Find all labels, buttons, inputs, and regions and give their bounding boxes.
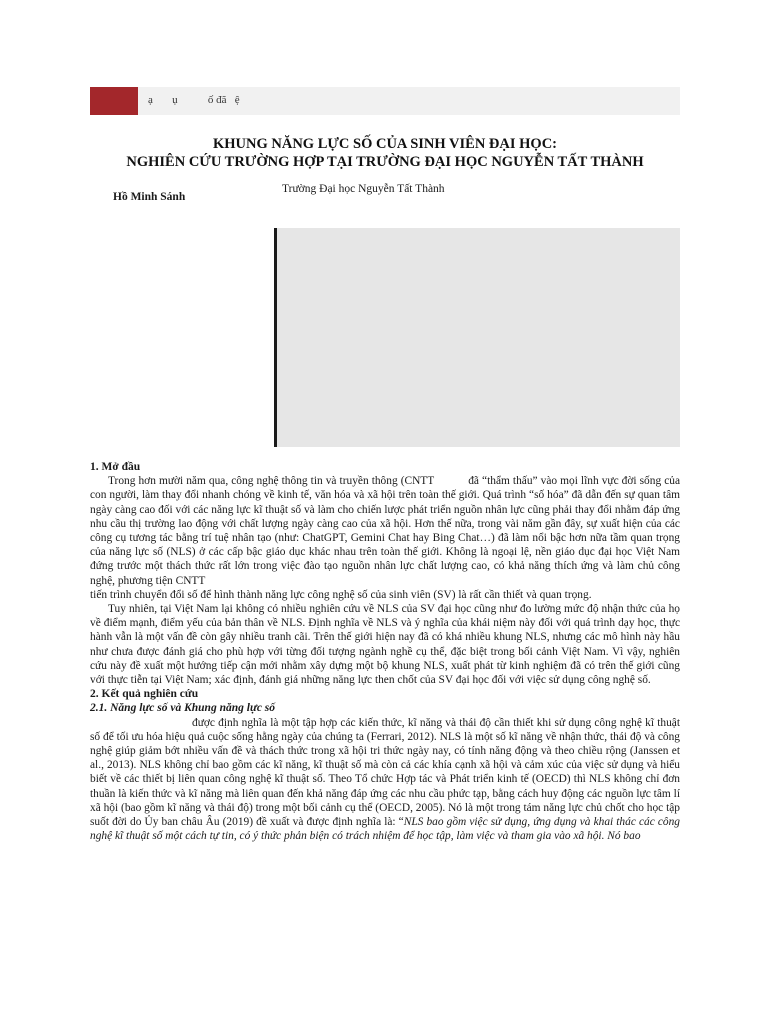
author-name: Hồ Minh Sánh <box>113 191 186 203</box>
abstract-box <box>274 228 680 447</box>
paragraph <box>90 474 680 602</box>
paper-title <box>90 135 680 171</box>
paragraph-text: đã “thẩm thấu” vào mọi lĩnh vực đời sống của con người, làm thay đổi nhanh chóng về kinh tế, văn hóa và xã hội trên toàn thế giới. Quá trình “số hóa” đã dẫn đến sự quan tâm ngày càng cao đối với các năng lực kĩ thuật số và làm cho chiến lược phát triển nguồn nhân lực cũng phải thay đổi nhằm đáp ứng nhu cầu thị trường lao động với chất lượng ngày càng cao của xã hội. Hơn thế nữa, trong vài năm gần đây, sự xuất hiện của các công cụ tương tác bằng trí tuệ nhân tạo (như: ChatGPT, Gemini Chat hay Bing Chat…) đã làm nổi bậc hơn nữa tầm quan trọng của năng lực số (NLS) ở các cấp bậc giáo dục khác nhau trên toàn thế giới. Không là ngoại lệ, nền giáo dục đại học Việt Nam đứng trước một thách thức rất lớn trong việc đào tạo nguồn nhân lực chất lượng cao, có khả năng thích ứng và làm chủ công nghệ, phương tiện CNTT <box>90 475 681 587</box>
paragraph-text: tiến trình chuyển đổi số để hình thành năng lực công nghệ số của sinh viên (SV) là rất cần thiết và quan trọng. <box>90 588 592 601</box>
author-affiliation: Trường Đại học Nguyễn Tất Thành <box>282 183 445 195</box>
title-line-1: KHUNG NĂNG LỰC SỐ CỦA SINH VIÊN ĐẠI HỌC: <box>212 136 557 152</box>
header-accent-block <box>90 87 138 115</box>
title-line-2: NGHIÊN CỨU TRƯỜNG HỢP TẠI TRƯỜNG ĐẠI HỌC NGUYỄN TẤT THÀNH <box>126 154 644 170</box>
quote-text: NLS bao gồm việc sử dụng, ứng dụng và khai thác các công nghệ kĩ thuật số một cách tự tin, có ý thức phản biện có trách nhiệm để học tập, làm việc và tham gia vào xã hội. Nó bao <box>90 816 680 843</box>
paragraph <box>90 716 680 844</box>
section-heading-results: 2. Kết quả nghiên cứu <box>90 688 199 701</box>
subsection-heading: 2.1. Năng lực số và Khung năng lực số <box>90 702 276 715</box>
article-body <box>90 460 680 843</box>
paragraph-text: được định nghĩa là một tập hợp các kiến thức, kĩ năng và thái độ cần thiết khi sử dụng công nghệ kĩ thuật số để tối ưu hóa hiệu quả cuộc sống hằng ngày của chúng ta (Ferrari, 2012). NLS là một số kĩ năng về nhận thức, thái độ và công nghệ giúp giảm bớt nhiều vấn đề và thách thức trong xã hội tri thức ngày nay, có tính năng động và theo chiều rộng (Janssen et al., 2013). NLS không chỉ bao gồm các kĩ năng, kĩ thuật số mà còn cả các khía cạnh xã hội và cảm xúc của việc sử dụng và hiểu biết về các thiết bị liên quan công nghệ kĩ thuật số. Theo Tổ chức Hợp tác và Phát triển kinh tế (OECD) thì NLS không chỉ đơn thuần là kiến thức và kĩ năng mà liên quan đến khả năng đáp ứng các nhu cầu phức tạp, bằng cách huy động các nguồn lực tâm lí xã hội (bao gồm kĩ năng và thái độ) trong một bối cảnh cụ thể (OECD, 2005). Nó là một trong tám năng lực chủ chốt cho học tập suốt đời do Ủy ban châu Âu (2019) đề xuất và được định nghĩa là: “ <box>90 716 680 829</box>
running-header: ạ ụ ố đã ệ <box>148 94 240 106</box>
paragraph-text: Trong hơn mười năm qua, công nghệ thông tin và truyền thông (CNTT <box>108 475 435 488</box>
paragraph: Tuy nhiên, tại Việt Nam lại không có nhiều nghiên cứu về NLS của SV đại học cũng như đo lường mức độ nhận thức của họ về điểm mạnh, điểm yếu của bản thân về NLS. Định nghĩa về NLS và ý nghĩa của khái niệm này đối với quá trình dạy học, thực hành vẫn là một vấn đề còn gây nhiều tranh cãi. Trên thế giới hiện nay đã có khá nhiều khung NLS, nhưng các mô hình này hầu như chưa được đánh giá cho phù hợp với từng đối tượng ngành nghề cụ thể, đặc biệt trong bối cảnh Việt Nam. Vì vậy, nghiên cứu này đề xuất một hướng tiếp cận mới nhằm xây dựng một bộ khung NLS, xuất phát từ kinh nghiệm đã có trên thế giới cũng với thực tiễn tại Việt Nam; xác định, đánh giá những năng lực then chốt của SV đại học đối với việc sử dụng công nghệ số. <box>90 603 680 687</box>
section-heading-intro: 1. Mở đầu <box>90 461 141 473</box>
